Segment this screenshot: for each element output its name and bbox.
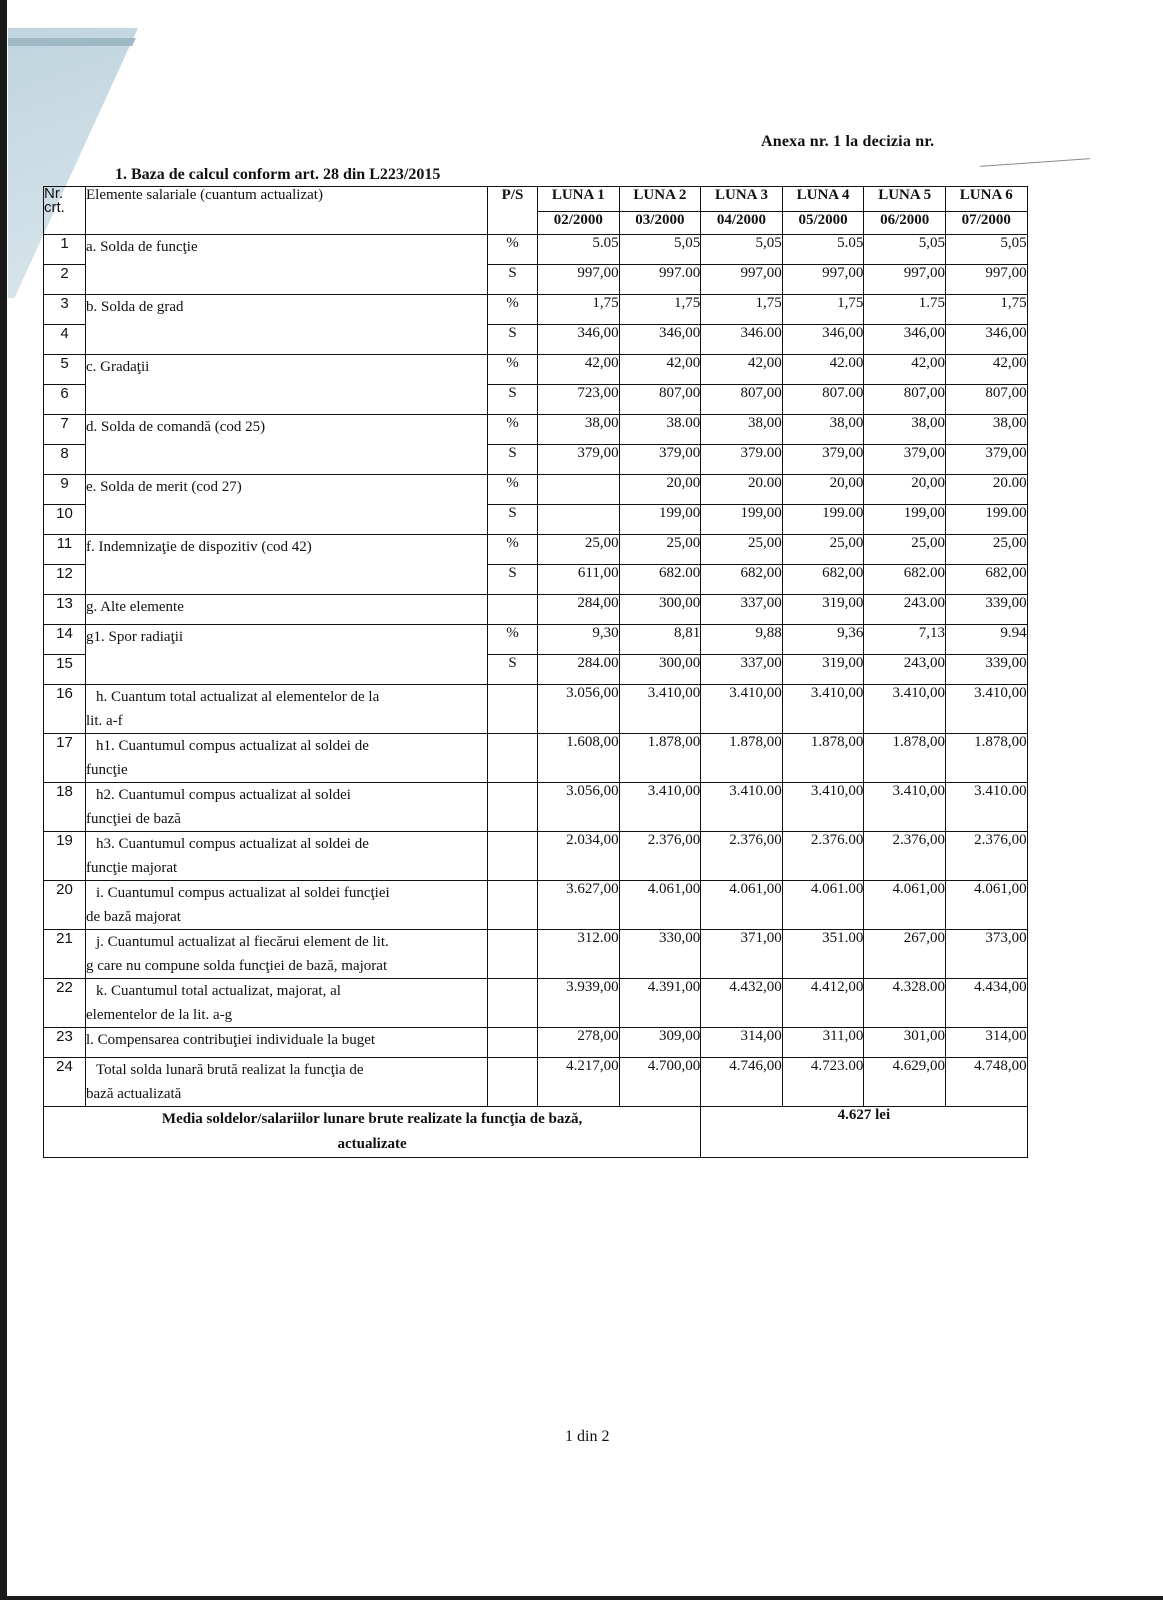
row-number: 9 — [44, 475, 86, 505]
row-number: 19 — [44, 832, 86, 881]
row-number: 11 — [44, 535, 86, 565]
ps-indicator: S — [488, 325, 538, 355]
row-number: 20 — [44, 881, 86, 930]
month-value: 25,00 — [782, 535, 864, 565]
element-label-line2: funcţie — [86, 762, 128, 778]
column-header-date: 03/2000 — [619, 212, 701, 235]
month-value: 807,00 — [945, 385, 1027, 415]
month-value: 3.056,00 — [538, 783, 620, 832]
average-label-line1: Media soldelor/salariilor lunare brute realizate la funcţia de bază, — [161, 1111, 583, 1127]
table-row — [44, 625, 1028, 655]
month-value: 379,00 — [864, 445, 946, 475]
month-value: 3.410,00 — [701, 685, 783, 734]
ps-indicator: S — [488, 655, 538, 685]
month-value: 351.00 — [782, 930, 864, 979]
month-value: 1.878,00 — [619, 734, 701, 783]
row-number: 3 — [44, 295, 86, 325]
row-number: 24 — [44, 1058, 86, 1107]
annex-title: Anexa nr. 1 la decizia nr. — [761, 133, 935, 150]
month-value: 301,00 — [864, 1028, 946, 1058]
month-value: 379.00 — [701, 445, 783, 475]
month-value: 4.061,00 — [864, 881, 946, 930]
element-label-line2: lit. a-f — [86, 713, 123, 729]
table-row — [44, 832, 1028, 881]
month-value: 9.94 — [945, 625, 1027, 655]
month-value: 997.00 — [619, 265, 701, 295]
month-value: 284,00 — [538, 595, 620, 625]
month-value: 339,00 — [945, 655, 1027, 685]
month-value: 371,00 — [701, 930, 783, 979]
month-value: 4.328.00 — [864, 979, 946, 1028]
column-header-date: 05/2000 — [782, 212, 864, 235]
month-value: 9,36 — [782, 625, 864, 655]
month-value: 4.746,00 — [701, 1058, 783, 1107]
column-header-month: LUNA 1 — [538, 187, 620, 212]
ps-indicator — [488, 979, 538, 1028]
month-value: 379,00 — [619, 445, 701, 475]
month-value: 3.410,00 — [945, 685, 1027, 734]
ps-indicator: S — [488, 385, 538, 415]
month-value: 3.410,00 — [864, 783, 946, 832]
row-number: 22 — [44, 979, 86, 1028]
month-value: 25,00 — [538, 535, 620, 565]
ps-indicator — [488, 734, 538, 783]
table-row — [44, 734, 1028, 783]
ps-indicator: % — [488, 475, 538, 505]
column-header-month: LUNA 6 — [945, 187, 1027, 212]
ps-indicator: % — [488, 235, 538, 265]
month-value: 4.412,00 — [782, 979, 864, 1028]
month-value: 199.00 — [945, 505, 1027, 535]
month-value: 38,00 — [945, 415, 1027, 445]
month-value: 20,00 — [782, 475, 864, 505]
month-value: 346,00 — [864, 325, 946, 355]
month-value: 2.376,00 — [864, 832, 946, 881]
month-value: 3.410.00 — [945, 783, 1027, 832]
month-value: 199.00 — [782, 505, 864, 535]
average-label-line2: actualizate — [337, 1136, 407, 1152]
month-value: 38.00 — [619, 415, 701, 445]
month-value: 4.748,00 — [945, 1058, 1027, 1107]
month-value: 5,05 — [864, 235, 946, 265]
month-value: 379,00 — [945, 445, 1027, 475]
element-label-line1: i. Cuantumul compus actualizat al soldei funcţiei — [96, 885, 390, 901]
month-value: 1.878,00 — [945, 734, 1027, 783]
month-value: 3.939,00 — [538, 979, 620, 1028]
ps-indicator: S — [488, 445, 538, 475]
month-value: 25,00 — [864, 535, 946, 565]
column-header-date: 07/2000 — [945, 212, 1027, 235]
column-header-month: LUNA 5 — [864, 187, 946, 212]
month-value: 267,00 — [864, 930, 946, 979]
month-value: 1.878,00 — [701, 734, 783, 783]
month-value: 373,00 — [945, 930, 1027, 979]
element-label-line1: h1. Cuantumul compus actualizat al soldei de — [96, 738, 369, 754]
section-title: 1. Baza de calcul conform art. 28 din L223/2015 — [115, 166, 441, 183]
month-value: 5,05 — [701, 235, 783, 265]
month-value: 1,75 — [619, 295, 701, 325]
scan-left-edge — [0, 0, 7, 1600]
month-value: 1,75 — [538, 295, 620, 325]
ps-indicator: % — [488, 295, 538, 325]
month-value: 42,00 — [619, 355, 701, 385]
month-value: 807,00 — [701, 385, 783, 415]
ps-indicator: S — [488, 265, 538, 295]
table-row — [44, 295, 1028, 325]
month-value: 8,81 — [619, 625, 701, 655]
month-value: 7,13 — [864, 625, 946, 655]
month-value: 42,00 — [945, 355, 1027, 385]
month-value: 25,00 — [619, 535, 701, 565]
row-number: 18 — [44, 783, 86, 832]
month-value: 346,00 — [782, 325, 864, 355]
ps-indicator — [488, 930, 538, 979]
month-value: 38,00 — [864, 415, 946, 445]
month-value: 314,00 — [701, 1028, 783, 1058]
month-value: 42.00 — [782, 355, 864, 385]
row-number: 1 — [44, 235, 86, 265]
table-row — [44, 595, 1028, 625]
row-number: 12 — [44, 565, 86, 595]
month-value: 997,00 — [864, 265, 946, 295]
element-label — [86, 979, 488, 1028]
element-label: l. Compensarea contribuţiei individuale la buget — [86, 1028, 488, 1058]
column-header-date: 06/2000 — [864, 212, 946, 235]
element-label-line1: h2. Cuantumul compus actualizat al soldei — [96, 787, 351, 803]
element-label — [86, 734, 488, 783]
month-value: 346,00 — [945, 325, 1027, 355]
table-row — [44, 535, 1028, 565]
month-value: 243,00 — [864, 655, 946, 685]
element-label-line1: h. Cuantum total actualizat al elementelor de la — [96, 689, 380, 705]
month-value: 199,00 — [701, 505, 783, 535]
row-number: 16 — [44, 685, 86, 734]
month-value: 3.056,00 — [538, 685, 620, 734]
month-value: 319,00 — [782, 655, 864, 685]
month-value: 1,75 — [945, 295, 1027, 325]
month-value: 3.410,00 — [864, 685, 946, 734]
table-row — [44, 930, 1028, 979]
element-label-line2: g care nu compune solda funcţiei de bază, majorat — [86, 958, 388, 974]
month-value: 611,00 — [538, 565, 620, 595]
average-label — [44, 1107, 701, 1158]
row-number: 4 — [44, 325, 86, 355]
ps-indicator — [488, 685, 538, 734]
table-row — [44, 979, 1028, 1028]
ps-indicator — [488, 783, 538, 832]
table-row — [44, 415, 1028, 445]
month-value: 199,00 — [864, 505, 946, 535]
month-value: 9,30 — [538, 625, 620, 655]
month-value: 682,00 — [782, 565, 864, 595]
ps-indicator: S — [488, 505, 538, 535]
month-value: 1.75 — [864, 295, 946, 325]
month-value: 2.376.00 — [782, 832, 864, 881]
element-label-line1: k. Cuantumul total actualizat, majorat, al — [96, 983, 341, 999]
month-value: 339,00 — [945, 595, 1027, 625]
element-label-line2: de bază majorat — [86, 909, 181, 925]
element-label: f. Indemnizaţie de dispozitiv (cod 42) — [86, 535, 488, 595]
month-value: 5,05 — [619, 235, 701, 265]
column-header-month: LUNA 3 — [701, 187, 783, 212]
month-value: 284.00 — [538, 655, 620, 685]
element-label — [86, 832, 488, 881]
folded-corner-band — [8, 38, 136, 46]
ps-indicator: % — [488, 355, 538, 385]
month-value: 4.629,00 — [864, 1058, 946, 1107]
month-value: 1.608,00 — [538, 734, 620, 783]
row-number: 14 — [44, 625, 86, 655]
month-value: 42,00 — [538, 355, 620, 385]
month-value: 20.00 — [701, 475, 783, 505]
table-row — [44, 355, 1028, 385]
month-value: 9,88 — [701, 625, 783, 655]
month-value: 807,00 — [619, 385, 701, 415]
element-label-line2: elementelor de la lit. a-g — [86, 1007, 233, 1023]
annex-underline — [980, 158, 1090, 167]
column-header-date: 04/2000 — [701, 212, 783, 235]
month-value: 997,00 — [945, 265, 1027, 295]
ps-indicator — [488, 1028, 538, 1058]
month-value: 278,00 — [538, 1028, 620, 1058]
element-label: e. Solda de merit (cod 27) — [86, 475, 488, 535]
month-value: 4.723.00 — [782, 1058, 864, 1107]
ps-indicator: % — [488, 625, 538, 655]
row-number: 17 — [44, 734, 86, 783]
ps-indicator — [488, 832, 538, 881]
element-label-line2: funcţiei de bază — [86, 811, 181, 827]
month-value: 5.05 — [538, 235, 620, 265]
element-label-line1: Total solda lunară brută realizat la funcţia de — [96, 1062, 364, 1078]
column-header-nr: Nr. crt. — [44, 187, 86, 235]
month-value: 25,00 — [701, 535, 783, 565]
column-header-ps: P/S — [488, 187, 538, 235]
element-label: c. Gradaţii — [86, 355, 488, 415]
month-value: 20,00 — [864, 475, 946, 505]
month-value: 4.061,00 — [619, 881, 701, 930]
month-value: 997,00 — [701, 265, 783, 295]
month-value: 346,00 — [538, 325, 620, 355]
month-value: 4.217,00 — [538, 1058, 620, 1107]
table-row — [44, 1028, 1028, 1058]
month-value: 3.410,00 — [782, 685, 864, 734]
month-value: 330,00 — [619, 930, 701, 979]
ps-indicator: % — [488, 415, 538, 445]
month-value: 3.410,00 — [619, 783, 701, 832]
month-value: 2.376,00 — [945, 832, 1027, 881]
month-value: 314,00 — [945, 1028, 1027, 1058]
month-value: 199,00 — [619, 505, 701, 535]
month-value: 4.432,00 — [701, 979, 783, 1028]
month-value: 997,00 — [538, 265, 620, 295]
month-value: 337,00 — [701, 595, 783, 625]
column-header-date: 02/2000 — [538, 212, 620, 235]
month-value: 346.00 — [701, 325, 783, 355]
month-value: 300,00 — [619, 655, 701, 685]
month-value: 312.00 — [538, 930, 620, 979]
element-label — [86, 881, 488, 930]
month-value: 311,00 — [782, 1028, 864, 1058]
ps-indicator — [488, 1058, 538, 1107]
month-value: 4.434,00 — [945, 979, 1027, 1028]
month-value: 2.376,00 — [701, 832, 783, 881]
element-label — [86, 685, 488, 734]
month-value: 2.034,00 — [538, 832, 620, 881]
month-value: 38,00 — [701, 415, 783, 445]
column-header-month: LUNA 4 — [782, 187, 864, 212]
element-label — [86, 930, 488, 979]
salary-table — [43, 186, 1028, 1158]
month-value: 997,00 — [782, 265, 864, 295]
table-row — [44, 475, 1028, 505]
element-label — [86, 1058, 488, 1107]
row-number: 21 — [44, 930, 86, 979]
row-number: 6 — [44, 385, 86, 415]
table-row — [44, 881, 1028, 930]
month-value: 4.061.00 — [782, 881, 864, 930]
month-value: 807,00 — [864, 385, 946, 415]
month-value: 1,75 — [701, 295, 783, 325]
month-value: 3.410,00 — [782, 783, 864, 832]
month-value: 807.00 — [782, 385, 864, 415]
month-value: 4.061,00 — [945, 881, 1027, 930]
month-value: 25,00 — [945, 535, 1027, 565]
table-row — [44, 783, 1028, 832]
month-value: 682,00 — [701, 565, 783, 595]
row-number: 5 — [44, 355, 86, 385]
month-value: 379,00 — [538, 445, 620, 475]
month-value — [538, 475, 620, 505]
element-label: g. Alte elemente — [86, 595, 488, 625]
column-header-element: Elemente salariale (cuantum actualizat) — [86, 187, 488, 235]
month-value: 20.00 — [945, 475, 1027, 505]
month-value: 3.410,00 — [619, 685, 701, 734]
table-row — [44, 1058, 1028, 1107]
element-label-line1: j. Cuantumul actualizat al fiecărui element de lit. — [96, 934, 389, 950]
ps-indicator: S — [488, 565, 538, 595]
month-value: 300,00 — [619, 595, 701, 625]
month-value: 3.410.00 — [701, 783, 783, 832]
month-value: 38,00 — [538, 415, 620, 445]
element-label: b. Solda de grad — [86, 295, 488, 355]
row-number: 8 — [44, 445, 86, 475]
month-value: 2.376,00 — [619, 832, 701, 881]
element-label-line2: bază actualizată — [86, 1086, 182, 1102]
month-value: 309,00 — [619, 1028, 701, 1058]
row-number: 13 — [44, 595, 86, 625]
month-value: 1.878,00 — [864, 734, 946, 783]
month-value: 682,00 — [945, 565, 1027, 595]
month-value: 42,00 — [864, 355, 946, 385]
row-number: 15 — [44, 655, 86, 685]
ps-indicator: % — [488, 535, 538, 565]
month-value: 4.700,00 — [619, 1058, 701, 1107]
row-number: 7 — [44, 415, 86, 445]
element-label-line1: h3. Cuantumul compus actualizat al soldei de — [96, 836, 369, 852]
month-value: 5,05 — [945, 235, 1027, 265]
table-row — [44, 685, 1028, 734]
element-label: d. Solda de comandă (cod 25) — [86, 415, 488, 475]
element-label — [86, 783, 488, 832]
month-value: 1,75 — [782, 295, 864, 325]
month-value: 4.391,00 — [619, 979, 701, 1028]
table-row — [44, 235, 1028, 265]
element-label-line2: funcţie majorat — [86, 860, 178, 876]
average-value: 4.627 lei — [701, 1107, 1027, 1158]
month-value: 5.05 — [782, 235, 864, 265]
table-body — [44, 235, 1028, 1107]
month-value: 682.00 — [619, 565, 701, 595]
month-value: 319,00 — [782, 595, 864, 625]
row-number: 2 — [44, 265, 86, 295]
month-value: 42,00 — [701, 355, 783, 385]
month-value: 3.627,00 — [538, 881, 620, 930]
month-value: 346,00 — [619, 325, 701, 355]
month-value: 38,00 — [782, 415, 864, 445]
page-number: 1 din 2 — [565, 1428, 610, 1445]
month-value: 682.00 — [864, 565, 946, 595]
month-value: 379,00 — [782, 445, 864, 475]
month-value: 1.878,00 — [782, 734, 864, 783]
row-number: 10 — [44, 505, 86, 535]
scan-bottom-edge — [0, 1596, 1163, 1600]
ps-indicator — [488, 595, 538, 625]
month-value: 723,00 — [538, 385, 620, 415]
ps-indicator — [488, 881, 538, 930]
row-number: 23 — [44, 1028, 86, 1058]
month-value: 243.00 — [864, 595, 946, 625]
month-value: 20,00 — [619, 475, 701, 505]
month-value: 337,00 — [701, 655, 783, 685]
column-header-month: LUNA 2 — [619, 187, 701, 212]
month-value — [538, 505, 620, 535]
element-label: a. Solda de funcţie — [86, 235, 488, 295]
element-label: g1. Spor radiaţii — [86, 625, 488, 685]
month-value: 4.061,00 — [701, 881, 783, 930]
